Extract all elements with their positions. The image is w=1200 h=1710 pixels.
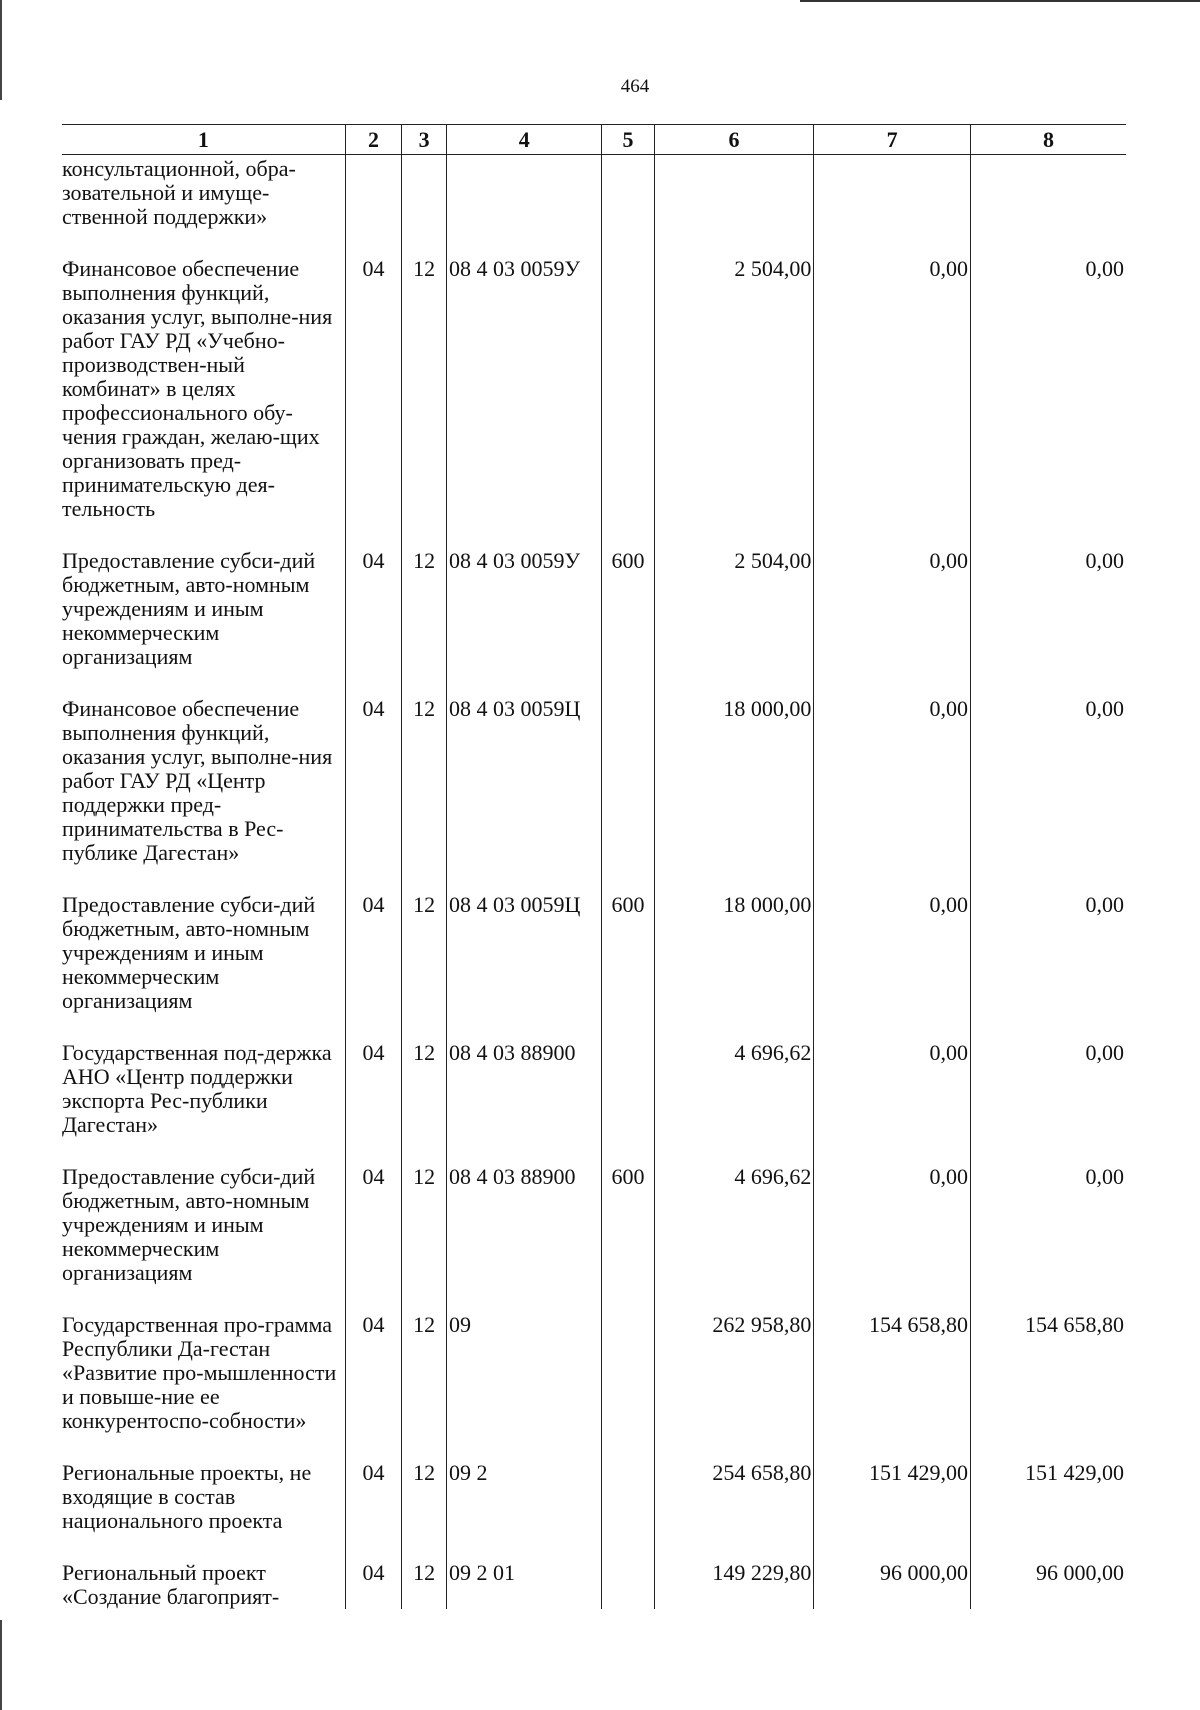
cell-amount-col7: 0,00 [814, 1163, 971, 1311]
column-header: 1 [62, 125, 345, 155]
cell-amount-col7: 154 658,80 [814, 1311, 971, 1459]
cell-target-article [446, 155, 601, 256]
cell-section: 04 [345, 547, 401, 695]
row-description: Финансовое обеспечение выполнения функций, оказания услуг, выполне-ния работ ГАУ РД «Учебно-производствен-ный комбинат» в целях профессионального обу-чения граждан, желаю-щих организовать пред-принимательскую дея-тельность [62, 256, 333, 521]
cell-amount-col8: 0,00 [970, 1163, 1126, 1311]
cell-amount-col8: 0,00 [970, 547, 1126, 695]
cell-expense-type [602, 1459, 654, 1559]
scan-edge-line [800, 0, 1200, 2]
cell-subsection: 12 [402, 1163, 447, 1311]
cell-expense-type [602, 695, 654, 891]
cell-amount-col6: 2 504,00 [654, 255, 814, 547]
cell-amount-col6: 2 504,00 [654, 547, 814, 695]
cell-amount-col7: 0,00 [814, 547, 971, 695]
cell-amount-col7: 96 000,00 [814, 1559, 971, 1609]
column-header: 2 [345, 125, 401, 155]
table-row [62, 891, 1126, 1039]
cell-expense-type [602, 1559, 654, 1609]
table-row [62, 255, 1126, 547]
cell-section: 04 [345, 255, 401, 547]
cell-target-article: 09 2 [446, 1459, 601, 1559]
cell-amount-col8 [970, 155, 1126, 256]
cell-subsection: 12 [402, 1311, 447, 1459]
column-header: 4 [446, 125, 601, 155]
cell-amount-col7: 0,00 [814, 695, 971, 891]
row-description: Региональный проект «Создание благоприят- [62, 1560, 280, 1609]
cell-subsection [402, 155, 447, 256]
cell-amount-col7: 151 429,00 [814, 1459, 971, 1559]
cell-section: 04 [345, 1039, 401, 1163]
cell-target-article: 08 4 03 0059У [446, 547, 601, 695]
cell-subsection: 12 [402, 1039, 447, 1163]
table-row [62, 1039, 1126, 1163]
cell-target-article: 08 4 03 88900 [446, 1163, 601, 1311]
cell-subsection: 12 [402, 1459, 447, 1559]
row-description: Предоставление субси-дий бюджетным, авто-номным учреждениям и иным некоммерческим организациям [62, 1164, 316, 1285]
cell-subsection: 12 [402, 547, 447, 695]
cell-target-article: 09 2 01 [446, 1559, 601, 1609]
cell-target-article: 08 4 03 0059Ц [446, 891, 601, 1039]
cell-expense-type [602, 1311, 654, 1459]
cell-amount-col6 [654, 155, 814, 256]
cell-amount-col6: 4 696,62 [654, 1163, 814, 1311]
row-description: Предоставление субси-дий бюджетным, авто-номным учреждениям и иным некоммерческим организациям [62, 892, 316, 1013]
cell-expense-type [602, 255, 654, 547]
cell-expense-type [602, 1039, 654, 1163]
cell-expense-type: 600 [602, 1163, 654, 1311]
cell-amount-col6: 149 229,80 [654, 1559, 814, 1609]
cell-section: 04 [345, 695, 401, 891]
row-description: консультационной, обра-зовательной и имуще-ственной поддержки» [62, 156, 296, 229]
cell-amount-col7: 0,00 [814, 1039, 971, 1163]
cell-target-article: 09 [446, 1311, 601, 1459]
cell-amount-col6: 254 658,80 [654, 1459, 814, 1559]
cell-amount-col6: 18 000,00 [654, 891, 814, 1039]
cell-expense-type: 600 [602, 547, 654, 695]
cell-amount-col8: 154 658,80 [970, 1311, 1126, 1459]
cell-amount-col6: 18 000,00 [654, 695, 814, 891]
cell-target-article: 08 4 03 88900 [446, 1039, 601, 1163]
table-header-row [62, 125, 1126, 155]
page-number: 464 [620, 76, 650, 97]
table-row [62, 547, 1126, 695]
cell-amount-col8: 0,00 [970, 255, 1126, 547]
cell-section: 04 [345, 891, 401, 1039]
table-row [62, 1459, 1126, 1559]
row-description: Государственная под-держка АНО «Центр поддержки экспорта Рес-публики Дагестан» [62, 1040, 332, 1137]
cell-subsection: 12 [402, 891, 447, 1039]
column-header: 3 [402, 125, 447, 155]
cell-expense-type [602, 155, 654, 256]
cell-amount-col6: 4 696,62 [654, 1039, 814, 1163]
row-description: Региональные проекты, не входящие в состав национального проекта [62, 1460, 312, 1533]
column-header: 7 [814, 125, 971, 155]
table-row [62, 1163, 1126, 1311]
cell-target-article: 08 4 03 0059У [446, 255, 601, 547]
row-description: Финансовое обеспечение выполнения функций, оказания услуг, выполне-ния работ ГАУ РД «Центр поддержки пред-принимательства в Рес-публике Дагестан» [62, 696, 333, 865]
cell-amount-col8: 0,00 [970, 891, 1126, 1039]
cell-amount-col8: 0,00 [970, 1039, 1126, 1163]
row-description: Государственная про-грамма Республики Да-гестан «Развитие про-мышленности и повыше-ние ее конкурентоспо-собности» [62, 1312, 337, 1433]
cell-section: 04 [345, 1559, 401, 1609]
cell-section: 04 [345, 1459, 401, 1559]
cell-amount-col7 [814, 155, 971, 256]
cell-amount-col7: 0,00 [814, 255, 971, 547]
cell-subsection: 12 [402, 695, 447, 891]
cell-section: 04 [345, 1311, 401, 1459]
cell-expense-type: 600 [602, 891, 654, 1039]
table-row [62, 1311, 1126, 1459]
column-header: 5 [602, 125, 654, 155]
cell-section: 04 [345, 1163, 401, 1311]
cell-subsection: 12 [402, 255, 447, 547]
scan-edge-line [0, 1620, 2, 1710]
column-header: 8 [970, 125, 1126, 155]
cell-amount-col8: 0,00 [970, 695, 1126, 891]
table-row [62, 1559, 1126, 1609]
cell-section [345, 155, 401, 256]
row-description: Предоставление субси-дий бюджетным, авто-номным учреждениям и иным некоммерческим организациям [62, 548, 316, 669]
table-row [62, 695, 1126, 891]
table-row [62, 155, 1126, 256]
budget-table [62, 124, 1126, 1609]
cell-subsection: 12 [402, 1559, 447, 1609]
column-header: 6 [654, 125, 814, 155]
cell-amount-col7: 0,00 [814, 891, 971, 1039]
cell-amount-col8: 96 000,00 [970, 1559, 1126, 1609]
cell-amount-col6: 262 958,80 [654, 1311, 814, 1459]
cell-target-article: 08 4 03 0059Ц [446, 695, 601, 891]
cell-amount-col8: 151 429,00 [970, 1459, 1126, 1559]
